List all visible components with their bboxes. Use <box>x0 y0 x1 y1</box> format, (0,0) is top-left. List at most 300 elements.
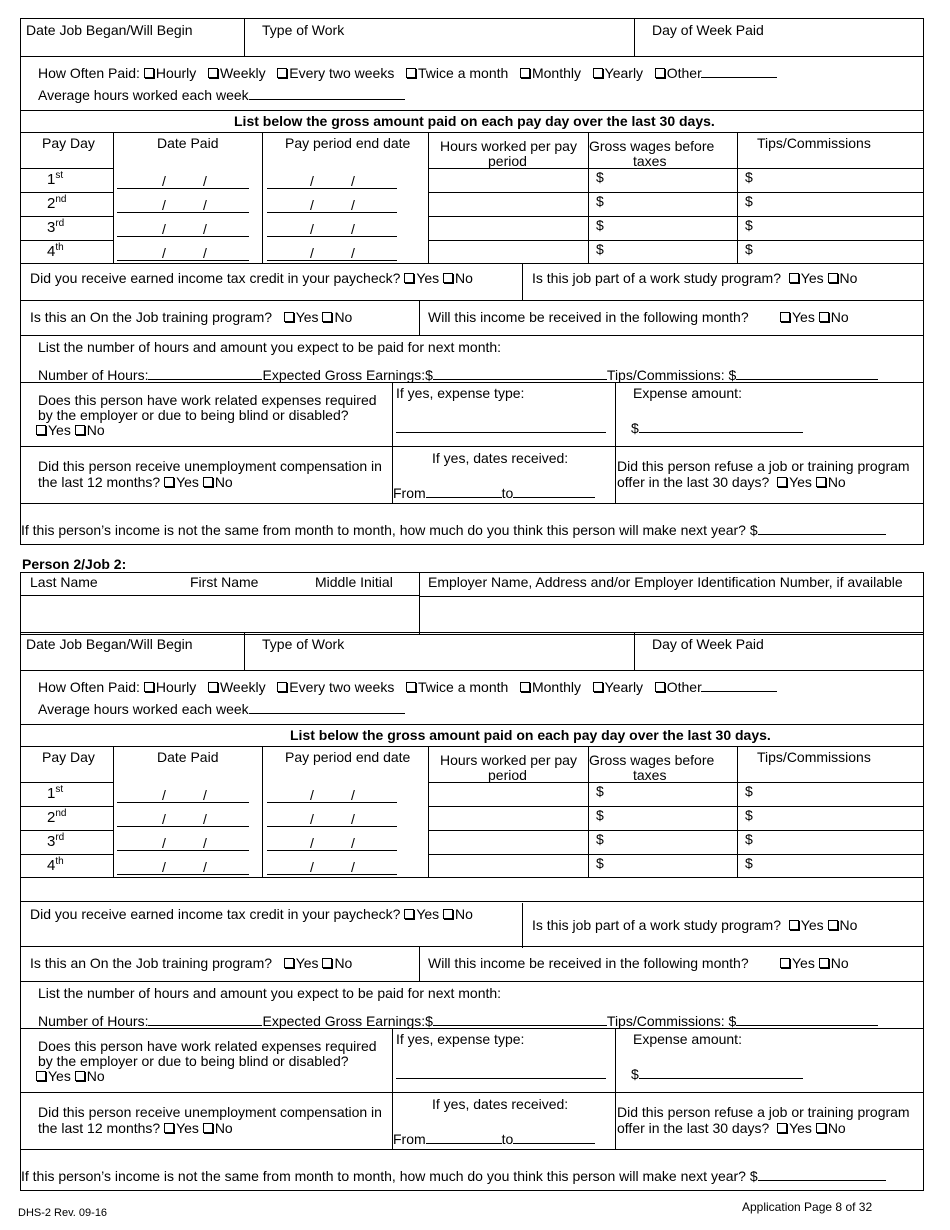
person2-heading: Person 2/Job 2: <box>22 556 127 572</box>
yes-label: Yes <box>792 955 815 971</box>
expected-gross-field[interactable] <box>433 366 607 380</box>
expenses-question <box>38 393 377 438</box>
pay-day-suffix: th <box>55 242 64 253</box>
gross-dollar: $ <box>596 217 604 233</box>
date-paid-field[interactable] <box>117 222 249 237</box>
following-month-label: Will this income be received in the following month? <box>428 309 749 325</box>
unemp-label-2: the last 12 months? <box>38 1120 161 1136</box>
num-hours-label: Number of Hours: <box>38 367 149 383</box>
expense-type-label: If yes, expense type: <box>396 1031 525 1047</box>
date-paid-field[interactable] <box>117 246 249 261</box>
col-pay-day: Pay Day <box>42 749 95 765</box>
col-period-end: Pay period end date <box>285 749 411 765</box>
how-often-label: How Often Paid: <box>38 679 140 695</box>
work-study-label: Is this job part of a work study program? <box>532 917 781 933</box>
checkbox[interactable] <box>277 68 287 78</box>
freq-option-label: Hourly <box>155 679 197 695</box>
checkbox[interactable] <box>164 1123 174 1133</box>
no-label: No <box>86 422 105 438</box>
following-month-question <box>428 309 749 325</box>
checkbox[interactable] <box>819 312 829 322</box>
pay-day-num: 2 <box>47 809 56 826</box>
slash: / <box>351 835 355 851</box>
slash: / <box>203 221 207 237</box>
checkbox[interactable] <box>75 1071 85 1081</box>
checkbox[interactable] <box>208 682 218 692</box>
slash: / <box>310 835 314 851</box>
avg-hours-label: Average hours worked each week <box>38 87 249 103</box>
slash: / <box>310 811 314 827</box>
freq-option-label: Every two weeks <box>289 679 395 695</box>
next-year-field[interactable] <box>758 1167 886 1181</box>
slash: / <box>162 245 166 261</box>
pay-day-label <box>47 244 64 260</box>
tips-dollar: $ <box>745 217 753 233</box>
type-of-work-label: Type of Work <box>262 22 345 38</box>
checkbox[interactable] <box>520 68 530 78</box>
slash: / <box>310 787 314 803</box>
freq-option-label: Other <box>666 65 702 81</box>
yes-label: Yes <box>789 1120 812 1136</box>
gross-dollar: $ <box>596 193 604 209</box>
tips-dollar: $ <box>745 169 753 185</box>
checkbox[interactable] <box>828 920 838 930</box>
to-field[interactable] <box>513 1130 595 1144</box>
avg-hours-field[interactable] <box>249 86 405 100</box>
pay-day-label <box>47 810 66 826</box>
next-year-field[interactable] <box>758 521 886 535</box>
pay-day-num: 4 <box>47 243 56 260</box>
pay-day-suffix: nd <box>55 194 67 205</box>
expense-amount-field[interactable] <box>639 1065 803 1079</box>
slash: / <box>203 197 207 213</box>
pay-day-suffix: rd <box>55 218 65 229</box>
no-label: No <box>334 955 353 971</box>
ojt-label: Is this an On the Job training program? <box>30 955 273 971</box>
date-paid-field[interactable] <box>117 836 249 851</box>
checkbox[interactable] <box>655 68 665 78</box>
col-date-paid: Date Paid <box>157 135 219 151</box>
slash: / <box>351 245 355 261</box>
eitc-label: Did you receive earned income tax credit in your paycheck? <box>30 906 401 922</box>
slash: / <box>162 221 166 237</box>
tips-dollar: $ <box>745 807 753 823</box>
checkbox[interactable] <box>36 425 46 435</box>
slash: / <box>162 787 166 803</box>
num-hours-field[interactable] <box>148 366 262 380</box>
slash: / <box>203 859 207 875</box>
slash: / <box>310 245 314 261</box>
no-label: No <box>827 474 846 490</box>
pay-day-num: 4 <box>47 857 56 874</box>
tips-comm-field[interactable] <box>736 366 878 380</box>
checkbox[interactable] <box>406 68 416 78</box>
pay-day-num: 2 <box>47 195 56 212</box>
freq-option-label: Weekly <box>219 679 266 695</box>
date-paid-field[interactable] <box>117 860 249 875</box>
slash: / <box>310 221 314 237</box>
slash: / <box>351 197 355 213</box>
no-label: No <box>214 1120 233 1136</box>
no-label: No <box>455 906 473 922</box>
no-label: No <box>830 309 849 325</box>
checkbox[interactable] <box>406 682 416 692</box>
expense-type-field[interactable] <box>396 1078 606 1079</box>
gross-dollar: $ <box>596 241 604 257</box>
freq-option-label: Other <box>666 679 702 695</box>
slash: / <box>351 787 355 803</box>
freq-option-label: Monthly <box>531 679 581 695</box>
eitc-question <box>30 270 473 286</box>
slash: / <box>162 811 166 827</box>
avg-hours-field[interactable] <box>249 700 405 714</box>
period-end-field[interactable] <box>267 860 397 875</box>
ojt-question <box>30 309 352 325</box>
expenses-label-2: by the employer or due to being blind or disabled? <box>38 1053 349 1069</box>
slash: / <box>310 173 314 189</box>
no-label: No <box>86 1068 105 1084</box>
freq-option-label: Twice a month <box>418 65 509 81</box>
num-hours-label: Number of Hours: <box>38 1013 149 1029</box>
next-year-label: If this person’s income is not the same from month to month, how much do you think this person will make next year? $ <box>21 1168 758 1184</box>
yes-label: Yes <box>295 955 319 971</box>
tips-comm-label: Tips/Commissions: $ <box>606 367 737 383</box>
refuse-label-1: Did this person refuse a job or training program <box>617 458 910 474</box>
to-label: to <box>501 1131 514 1147</box>
yes-label: Yes <box>48 1068 71 1084</box>
eitc-label: Did you receive earned income tax credit in your paycheck? <box>30 270 401 286</box>
expected-gross-label: Expected Gross Earnings:$ <box>262 367 433 383</box>
day-of-week-paid-label: Day of Week Paid <box>652 636 764 652</box>
slash: / <box>203 245 207 261</box>
period-end-field[interactable] <box>267 222 397 237</box>
col-gross-2: taxes <box>633 767 667 783</box>
dates-received-line <box>393 484 595 501</box>
expense-amount-field[interactable] <box>639 419 803 433</box>
pay-day-label <box>47 834 64 850</box>
period-end-field[interactable] <box>267 246 397 261</box>
expense-amount-line <box>631 1065 803 1082</box>
checkbox[interactable] <box>164 477 174 487</box>
checkbox[interactable] <box>277 682 287 692</box>
pay-day-label <box>47 172 63 188</box>
work-study-label: Is this job part of a work study program? <box>532 270 781 286</box>
period-end-field[interactable] <box>267 836 397 851</box>
checkbox[interactable] <box>789 920 799 930</box>
checkbox[interactable] <box>284 312 294 322</box>
slash: / <box>162 835 166 851</box>
checkbox[interactable] <box>777 1123 787 1133</box>
pay-day-label <box>47 220 64 236</box>
type-of-work-label: Type of Work <box>262 636 345 652</box>
to-field[interactable] <box>513 484 595 498</box>
work-study-question <box>532 270 857 286</box>
no-label: No <box>334 309 353 325</box>
unemp-label-2: the last 12 months? <box>38 474 161 490</box>
col-gross-1: Gross wages before <box>589 752 715 768</box>
col-hours-2: period <box>488 153 527 169</box>
yes-label: Yes <box>792 309 815 325</box>
checkbox[interactable] <box>284 958 294 968</box>
expenses-label-2: by the employer or due to being blind or disabled? <box>38 407 349 423</box>
ojt-question <box>30 955 352 971</box>
gross-dollar: $ <box>596 169 604 185</box>
no-label: No <box>839 270 858 286</box>
slash: / <box>203 835 207 851</box>
checkbox[interactable] <box>520 682 530 692</box>
col-date-paid: Date Paid <box>157 749 219 765</box>
avg-hours-line <box>38 86 405 103</box>
tips-comm-field[interactable] <box>736 1012 878 1026</box>
slash: / <box>310 859 314 875</box>
checkbox[interactable] <box>443 909 453 919</box>
page-num: 8 <box>835 1200 843 1214</box>
refuse-question <box>617 458 910 490</box>
page-label: Application Page <box>742 1200 833 1214</box>
unemp-label-1: Did this person receive unemployment compensation in <box>38 458 382 474</box>
unemployment-question <box>38 1104 382 1136</box>
from-field[interactable] <box>426 484 502 498</box>
checkbox[interactable] <box>75 425 85 435</box>
dates-received-label: If yes, dates received: <box>432 450 569 466</box>
next-year-question <box>21 1167 886 1184</box>
checkbox[interactable] <box>144 682 154 692</box>
expenses-label-1: Does this person have work related expenses required <box>38 392 377 408</box>
tips-dollar: $ <box>745 783 753 799</box>
col-hours-2: period <box>488 767 527 783</box>
expense-dollar: $ <box>631 420 639 436</box>
yes-label: Yes <box>416 906 440 922</box>
col-hours-1: Hours worked per pay <box>440 138 577 154</box>
no-label: No <box>839 917 858 933</box>
expected-gross-label: Expected Gross Earnings:$ <box>262 1013 433 1029</box>
expense-amount-line <box>631 419 803 436</box>
no-label: No <box>455 270 473 286</box>
checkbox[interactable] <box>780 958 790 968</box>
next-month-fields <box>38 366 878 383</box>
slash: / <box>351 173 355 189</box>
checkbox[interactable] <box>777 477 787 487</box>
pay-day-suffix: st <box>55 170 64 181</box>
next-month-intro: List the number of hours and amount you expect to be paid for next month: <box>38 339 502 355</box>
checkbox[interactable] <box>828 273 838 283</box>
refuse-label-2: offer in the last 30 days? <box>617 1120 770 1136</box>
other-field[interactable] <box>701 678 777 692</box>
checkbox[interactable] <box>322 958 332 968</box>
slash: / <box>351 221 355 237</box>
yes-label: Yes <box>800 917 824 933</box>
date-paid-field[interactable] <box>117 174 249 189</box>
spacer-row <box>20 878 924 902</box>
form-id: DHS-2 Rev. 09-16 <box>18 1207 108 1219</box>
expense-amount-label: Expense amount: <box>633 1031 742 1047</box>
eitc-question <box>30 906 473 922</box>
freq-option-label: Twice a month <box>418 679 509 695</box>
following-month-yesno <box>780 955 849 971</box>
period-end-field[interactable] <box>267 788 397 803</box>
next-year-question <box>21 521 886 538</box>
first-name-label: First Name <box>190 574 259 590</box>
freq-option-label: Monthly <box>531 65 581 81</box>
checkbox[interactable] <box>404 909 414 919</box>
no-label: No <box>827 1120 846 1136</box>
checkbox[interactable] <box>203 1123 213 1133</box>
expense-type-field[interactable] <box>396 432 606 433</box>
from-label: From <box>393 1131 426 1147</box>
next-month-fields <box>38 1012 878 1029</box>
yes-label: Yes <box>295 309 319 325</box>
col-hours-1: Hours worked per pay <box>440 752 577 768</box>
col-period-end: Pay period end date <box>285 135 411 151</box>
slash: / <box>351 859 355 875</box>
checkbox[interactable] <box>322 312 332 322</box>
yes-label: Yes <box>416 270 440 286</box>
list-header: List below the gross amount paid on each pay day over the last 30 days. <box>290 727 771 743</box>
freq-option-label: Yearly <box>604 679 644 695</box>
col-gross-1: Gross wages before <box>589 138 715 154</box>
yes-label: Yes <box>176 474 199 490</box>
checkbox[interactable] <box>593 682 603 692</box>
dates-received-label: If yes, dates received: <box>432 1096 569 1112</box>
tips-dollar: $ <box>745 241 753 257</box>
from-field[interactable] <box>426 1130 502 1144</box>
yes-label: Yes <box>176 1120 199 1136</box>
slash: / <box>203 787 207 803</box>
pay-day-label <box>47 196 66 212</box>
date-paid-field[interactable] <box>117 198 249 213</box>
checkbox[interactable] <box>144 68 154 78</box>
pay-day-suffix: st <box>55 784 64 795</box>
checkbox[interactable] <box>443 273 453 283</box>
pay-day-suffix: nd <box>55 808 67 819</box>
pay-day-num: 1 <box>47 785 56 802</box>
gross-dollar: $ <box>596 855 604 871</box>
expenses-question <box>38 1039 377 1084</box>
freq-option-label: Weekly <box>219 65 266 81</box>
slash: / <box>162 859 166 875</box>
tips-dollar: $ <box>745 855 753 871</box>
slash: / <box>162 197 166 213</box>
col-pay-day: Pay Day <box>42 135 95 151</box>
pay-day-label <box>47 858 64 874</box>
tips-dollar: $ <box>745 831 753 847</box>
no-label: No <box>830 955 849 971</box>
pay-day-num: 3 <box>47 219 56 236</box>
tips-comm-label: Tips/Commissions: $ <box>606 1013 737 1029</box>
refuse-question <box>617 1104 910 1136</box>
from-label: From <box>393 485 426 501</box>
expense-amount-label: Expense amount: <box>633 385 742 401</box>
next-year-label: If this person’s income is not the same from month to month, how much do you think this person will make next year? $ <box>21 522 758 538</box>
yes-label: Yes <box>48 422 71 438</box>
col-gross-2: taxes <box>633 153 667 169</box>
list-header: List below the gross amount paid on each pay day over the last 30 days. <box>234 113 715 129</box>
period-end-field[interactable] <box>267 198 397 213</box>
pay-day-label <box>47 786 63 802</box>
expenses-label-1: Does this person have work related expenses required <box>38 1038 377 1054</box>
avg-hours-label: Average hours worked each week <box>38 701 249 717</box>
expense-dollar: $ <box>631 1066 639 1082</box>
frequency-options <box>38 64 777 81</box>
day-of-week-paid-label: Day of Week Paid <box>652 22 764 38</box>
gross-dollar: $ <box>596 807 604 823</box>
checkbox[interactable] <box>208 68 218 78</box>
pay-day-suffix: rd <box>55 832 65 843</box>
employer-label: Employer Name, Address and/or Employer Identification Number, if available <box>428 574 903 590</box>
pay-day-num: 3 <box>47 833 56 850</box>
checkbox[interactable] <box>203 477 213 487</box>
following-month-label: Will this income be received in the following month? <box>428 955 749 971</box>
slash: / <box>203 811 207 827</box>
checkbox[interactable] <box>593 68 603 78</box>
gross-dollar: $ <box>596 831 604 847</box>
unemp-label-1: Did this person receive unemployment compensation in <box>38 1104 382 1120</box>
date-paid-field[interactable] <box>117 812 249 827</box>
slash: / <box>203 173 207 189</box>
page-total: of 32 <box>845 1200 873 1214</box>
date-paid-field[interactable] <box>117 788 249 803</box>
refuse-label-2: offer in the last 30 days? <box>617 474 770 490</box>
date-began-label: Date Job Began/Will Begin <box>26 636 193 652</box>
slash: / <box>310 197 314 213</box>
checkbox[interactable] <box>789 273 799 283</box>
checkbox[interactable] <box>816 1123 826 1133</box>
pay-day-suffix: th <box>55 856 64 867</box>
no-label: No <box>214 474 233 490</box>
avg-hours-line <box>38 700 405 717</box>
next-month-intro: List the number of hours and amount you expect to be paid for next month: <box>38 985 502 1001</box>
freq-option-label: Hourly <box>155 65 197 81</box>
other-field[interactable] <box>701 64 777 78</box>
dates-received-line <box>393 1130 595 1147</box>
freq-option-label: Yearly <box>604 65 644 81</box>
following-month-yesno <box>780 309 849 325</box>
checkbox[interactable] <box>816 477 826 487</box>
middle-initial-label: Middle Initial <box>315 574 393 590</box>
following-month-question <box>428 955 749 971</box>
slash: / <box>162 173 166 189</box>
to-label: to <box>501 485 514 501</box>
col-tips: Tips/Commissions <box>757 749 871 765</box>
tips-dollar: $ <box>745 193 753 209</box>
last-name-label: Last Name <box>30 574 98 590</box>
frequency-options <box>38 678 777 695</box>
yes-label: Yes <box>789 474 812 490</box>
checkbox[interactable] <box>780 312 790 322</box>
freq-option-label: Every two weeks <box>289 65 395 81</box>
checkbox[interactable] <box>404 273 414 283</box>
page-number <box>742 1199 872 1215</box>
period-end-field[interactable] <box>267 174 397 189</box>
gross-dollar: $ <box>596 783 604 799</box>
num-hours-field[interactable] <box>148 1012 262 1026</box>
pay-day-num: 1 <box>47 171 56 188</box>
yes-label: Yes <box>800 270 824 286</box>
refuse-label-1: Did this person refuse a job or training program <box>617 1104 910 1120</box>
date-began-label: Date Job Began/Will Begin <box>26 22 193 38</box>
how-often-label: How Often Paid: <box>38 65 140 81</box>
slash: / <box>351 811 355 827</box>
checkbox[interactable] <box>36 1071 46 1081</box>
checkbox[interactable] <box>655 682 665 692</box>
expense-type-label: If yes, expense type: <box>396 385 525 401</box>
expected-gross-field[interactable] <box>433 1012 607 1026</box>
ojt-label: Is this an On the Job training program? <box>30 309 273 325</box>
checkbox[interactable] <box>819 958 829 968</box>
unemployment-question <box>38 458 382 490</box>
work-study-question <box>532 917 857 933</box>
period-end-field[interactable] <box>267 812 397 827</box>
